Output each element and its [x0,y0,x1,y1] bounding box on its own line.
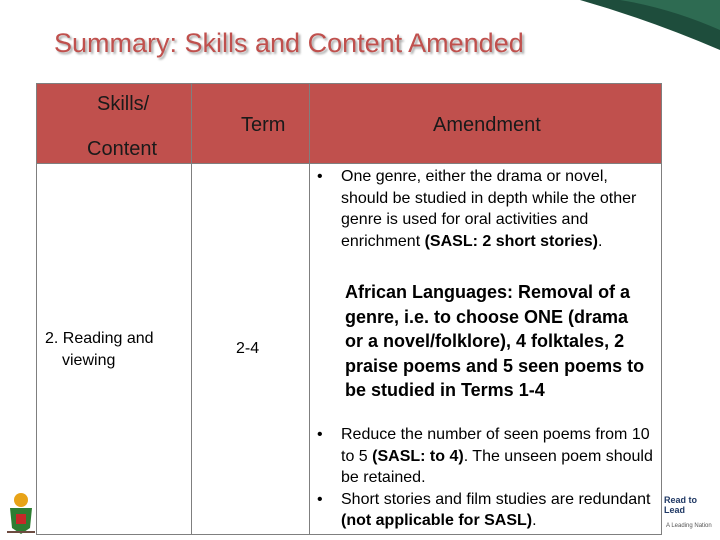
skills-cell-line2: viewing [62,352,116,369]
african-languages-note: African Languages: Removal of a genre, i.e. to choose ONE (drama or a novel/folklore), 4 folktales, 2 praise poems and 5 seen poems to be studied in Terms 1-4 [345,282,645,400]
header-skills-line2: Content [87,138,158,160]
amendment-bullet: • One genre, either the drama or novel, should be studied in depth while the other genre is used for oral activities and enrichment (SASL: 2 short stories). [313,166,653,252]
amendment-bullet-list-top [313,166,653,252]
amendment-bullet: • Short stories and film studies are redundant (not applicable for SASL). [313,489,653,532]
slide-title: Summary: Skills and Content Amended [54,28,524,58]
column-divider [191,84,192,534]
amendment-bullet: • Reduce the number of seen poems from 10 to 5 (SASL: to 4). The unseen poem should be retained. [313,424,653,489]
row-divider [37,163,661,164]
header-skills-line1: Skills/ [97,93,150,115]
skills-cell-line1: 2. Reading and [45,330,154,347]
read-to-lead-logo: Read to Lead [664,495,698,515]
column-divider [309,84,310,534]
header-term: Term [241,114,286,136]
term-cell: 2-4 [236,340,260,357]
header-amendment: Amendment [433,114,541,136]
summary-table [36,83,662,535]
amendment-bullet-list-bottom [313,424,653,532]
leading-nation-tagline: A Leading Nation [666,523,712,529]
coat-of-arms-logo [4,488,38,536]
